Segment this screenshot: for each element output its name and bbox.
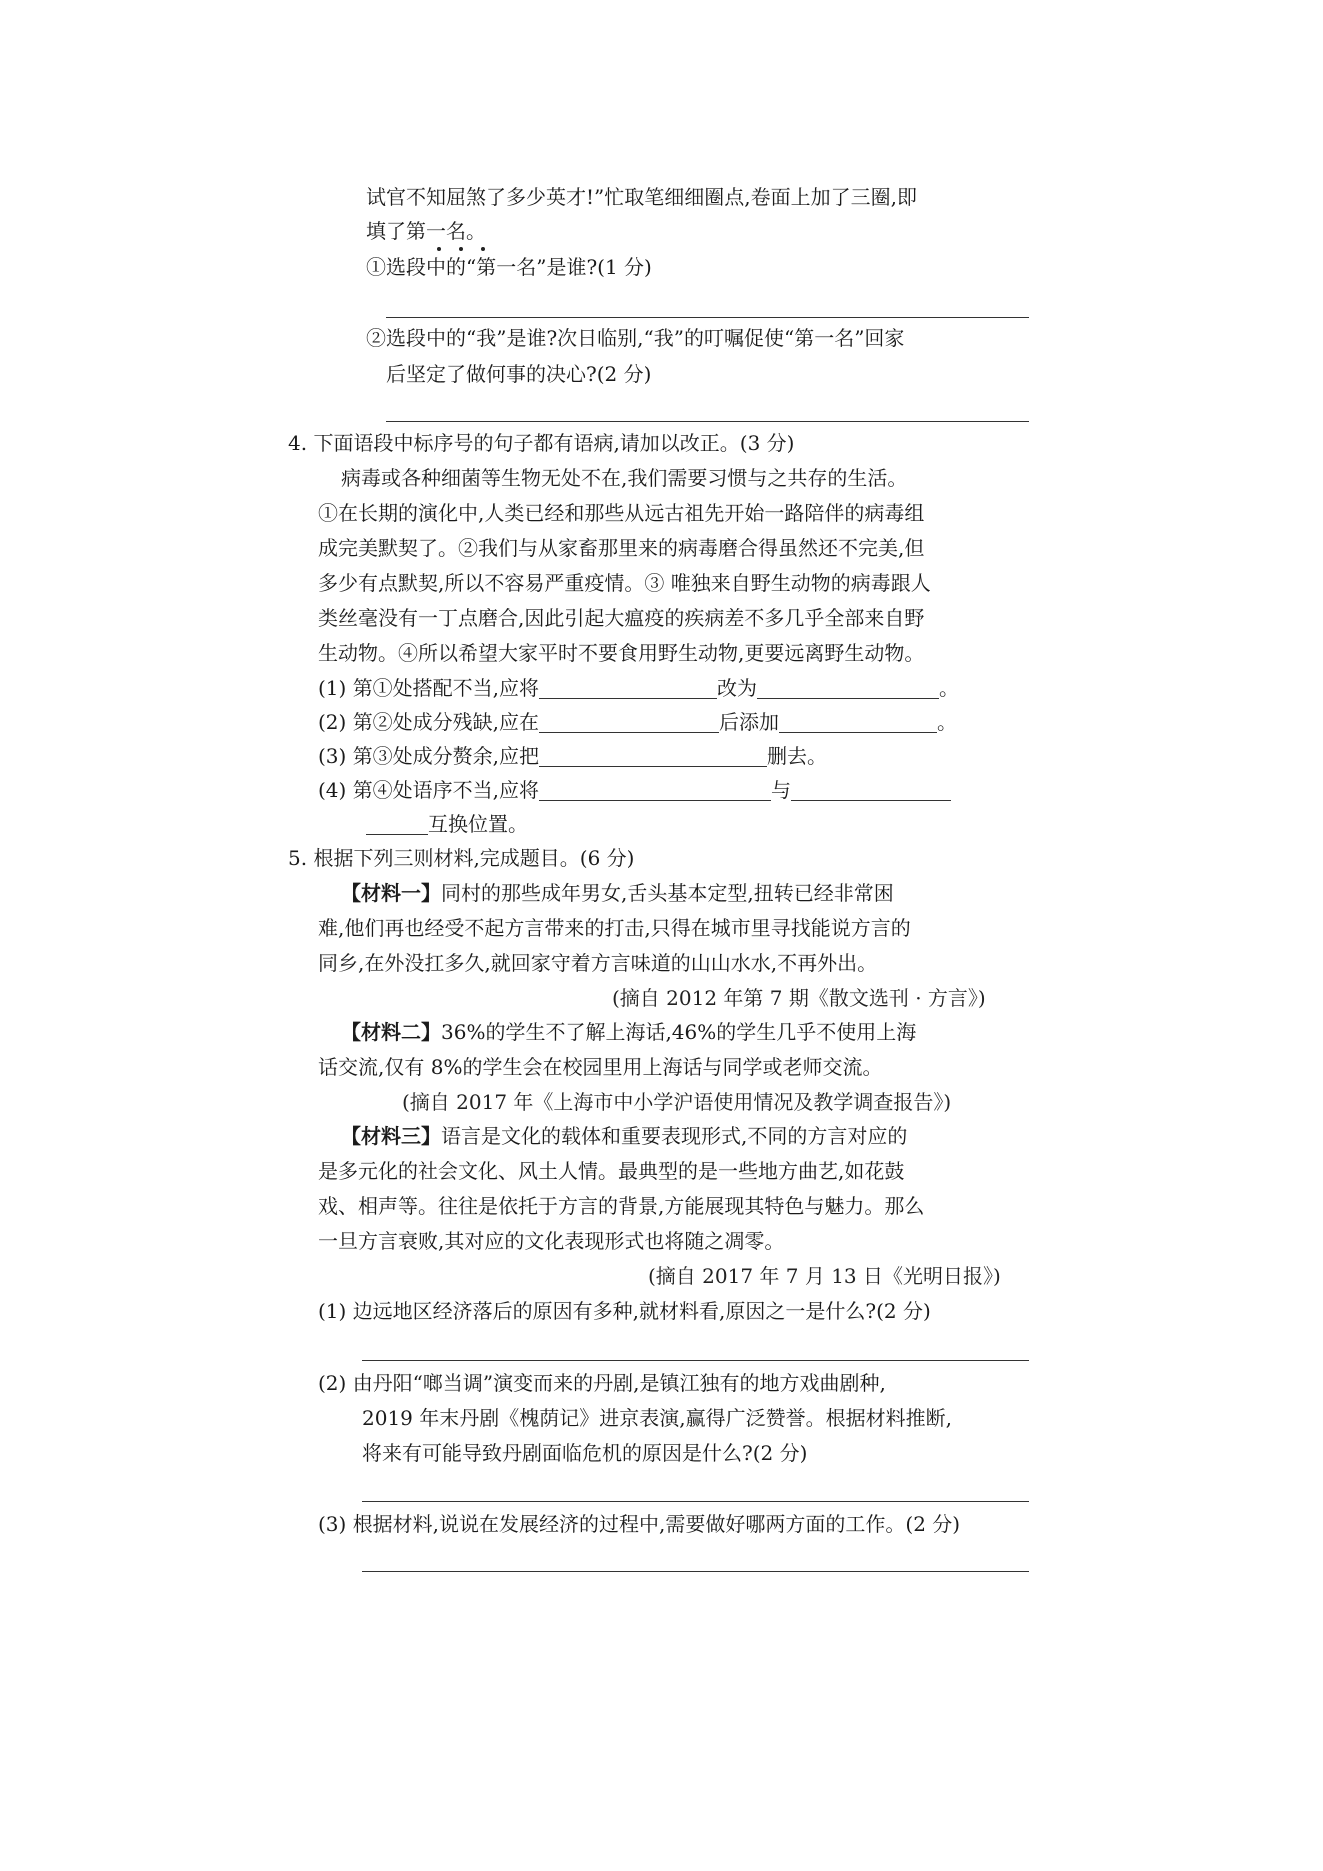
q3-sub2-line: ②选段中的“我”是谁?次日临别,“我”的叮嘱促使“第一名”回家 [366, 326, 905, 350]
answer-line[interactable] [362, 1501, 1029, 1502]
q4-paragraph-line: 多少有点默契,所以不容易严重疫情。③ 唯独来自野生动物的病毒跟人 [318, 571, 931, 595]
passage-line: 填了第一名。 [366, 219, 486, 243]
answer-line[interactable] [386, 421, 1029, 422]
material-3-line: 戏、相声等。往往是依托于方言的背景,方能展现其特色与魅力。那么 [318, 1194, 925, 1218]
q4-paragraph-line: 成完美默契了。②我们与从家畜那里来的病毒磨合得虽然还不完美,但 [318, 536, 925, 560]
answer-line[interactable] [362, 1571, 1029, 1572]
q5-sub2-line: (2) 由丹阳“啷当调”演变而来的丹剧,是镇江独有的地方戏曲剧种, [318, 1371, 886, 1395]
q4-item-text: 与 [771, 778, 792, 802]
material-1-line: 难,他们再也经受不起方言带来的打击,只得在城市里寻找能说方言的 [318, 916, 911, 940]
q4-item-text: (1) 第①处搭配不当,应将 [318, 676, 540, 700]
q4-item-text: (3) 第③处成分赘余,应把 [318, 744, 540, 768]
material-label: 【材料三】 [341, 1124, 441, 1148]
fill-blank[interactable] [539, 676, 717, 699]
fill-blank[interactable] [791, 778, 951, 801]
material-3-line: 是多元化的社会文化、风土人情。最典型的是一些地方曲艺,如花鼓 [318, 1159, 905, 1183]
material-text: 36%的学生不了解上海话,46%的学生几乎不使用上海 [441, 1020, 917, 1044]
emphasis-dot [437, 247, 441, 251]
material-3-line: 一旦方言衰败,其对应的文化表现形式也将随之凋零。 [318, 1229, 785, 1253]
q4-item-1 [318, 673, 959, 703]
material-label: 【材料一】 [341, 881, 441, 905]
q5-title: 5. 根据下列三则材料,完成题目。(6 分) [288, 846, 635, 870]
material-1-line: 同乡,在外没扛多久,就回家守着方言味道的山山水水,不再外出。 [318, 951, 878, 975]
q5-sub2-line: 将来有可能导致丹剧面临危机的原因是什么?(2 分) [362, 1441, 808, 1465]
q4-item-text: 删去。 [767, 744, 828, 768]
q4-item-3 [318, 741, 827, 771]
q5-sub1: (1) 边远地区经济落后的原因有多种,就材料看,原因之一是什么?(2 分) [318, 1299, 931, 1323]
answer-line[interactable] [362, 1360, 1029, 1361]
q4-item-2 [318, 707, 957, 737]
q4-paragraph-line: 类丝毫没有一丁点磨合,因此引起大瘟疫的疾病差不多几乎全部来自野 [318, 606, 925, 630]
q4-item-text: 。 [937, 710, 958, 734]
q4-paragraph-line: 病毒或各种细菌等生物无处不在,我们需要习惯与之共存的生活。 [341, 466, 908, 490]
q4-item-text: (4) 第④处语序不当,应将 [318, 778, 540, 802]
fill-blank[interactable] [757, 676, 939, 699]
q3-sub2-line: 后坚定了做何事的决心?(2 分) [386, 362, 652, 386]
q3-sub1: ①选段中的“第一名”是谁?(1 分) [366, 255, 652, 279]
q4-paragraph-line: ①在长期的演化中,人类已经和那些从远古祖先开始一路陪伴的病毒组 [318, 501, 925, 525]
q4-item-text: 互换位置。 [428, 812, 528, 836]
passage-line: 试官不知屈煞了多少英才!”忙取笔细细圈点,卷面上加了三圈,即 [366, 185, 917, 209]
q4-item-text: 后添加 [719, 710, 780, 734]
material-2-source: (摘自 2017 年《上海市中小学沪语使用情况及教学调查报告》) [402, 1090, 952, 1114]
emphasis-dot [459, 247, 463, 251]
q4-title: 4. 下面语段中标序号的句子都有语病,请加以改正。(3 分) [288, 431, 795, 455]
q5-sub3: (3) 根据材料,说说在发展经济的过程中,需要做好哪两方面的工作。(2 分) [318, 1512, 961, 1536]
material-text: 同村的那些成年男女,舌头基本定型,扭转已经非常困 [441, 881, 894, 905]
q4-item-text: (2) 第②处成分残缺,应在 [318, 710, 540, 734]
material-2-line [341, 1017, 916, 1047]
material-1-source: (摘自 2012 年第 7 期《散文选刊 · 方言》) [612, 986, 986, 1010]
fill-blank[interactable] [366, 812, 428, 835]
material-3-source: (摘自 2017 年 7 月 13 日《光明日报》) [648, 1264, 1001, 1288]
material-2-line: 话交流,仅有 8%的学生会在校园里用上海话与同学或老师交流。 [318, 1055, 883, 1079]
fill-blank[interactable] [539, 778, 771, 801]
q4-item-4 [318, 775, 951, 805]
fill-blank[interactable] [539, 710, 719, 733]
q4-item-4-cont [366, 809, 528, 839]
answer-line[interactable] [386, 317, 1029, 318]
material-1-line [341, 878, 894, 908]
q4-item-text: 改为 [717, 676, 758, 700]
q4-item-text: 。 [939, 676, 960, 700]
material-3-line [341, 1121, 907, 1151]
q4-paragraph-line: 生动物。④所以希望大家平时不要食用野生动物,更要远离野生动物。 [318, 641, 925, 665]
material-text: 语言是文化的载体和重要表现形式,不同的方言对应的 [441, 1124, 908, 1148]
material-label: 【材料二】 [341, 1020, 441, 1044]
q5-sub2-line: 2019 年末丹剧《槐荫记》进京表演,赢得广泛赞誉。根据材料推断, [362, 1406, 952, 1430]
fill-blank[interactable] [539, 744, 767, 767]
fill-blank[interactable] [779, 710, 937, 733]
emphasis-dot [481, 247, 485, 251]
